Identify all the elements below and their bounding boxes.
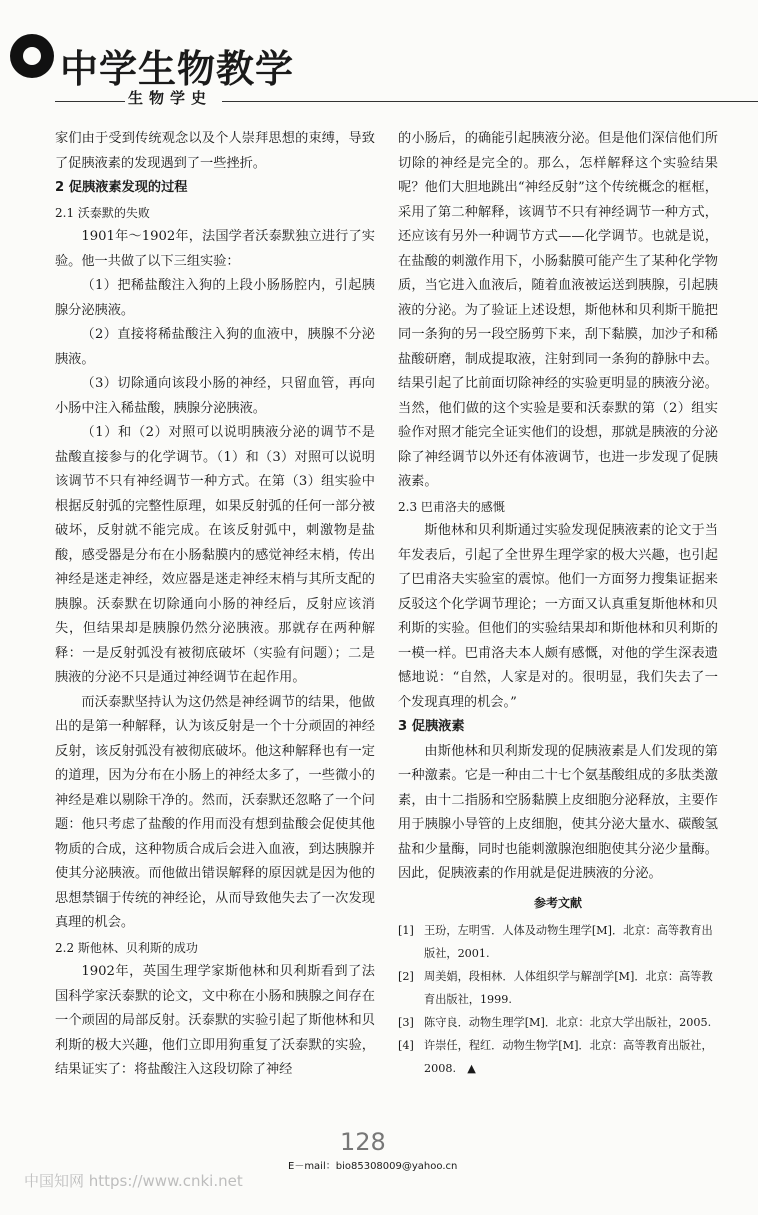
paragraph: 1902年，英国生理学家斯他林和贝利斯看到了法国科学家沃泰默的论文，文中称在小肠和胰腺之间存在一个顽固的局部反射。沃泰默的实验引起了斯他林和贝利斯的极大兴趣，他们立即用狗重复了沃泰默的实验，结果证实了：将盐酸注入这段切除了神经: [55, 964, 375, 1077]
section-heading: 2.2 斯他林、贝利斯的成功: [55, 940, 198, 955]
left-column: [55, 127, 375, 1083]
journal-title: 中学生物教学: [60, 47, 295, 91]
paragraph: 斯他林和贝利斯通过实验发现促胰液素的论文于当年发表后，引起了全世界生理学家的极大兴趣，也引起了巴甫洛夫实验室的震惊。他们一方面努力搜集证据来反驳这个化学调节理论；一方面又认真重复斯他林和贝利斯的实验。但他们的实验结果却和斯他林和贝利斯的一模一样。巴甫洛夫本人颇有感慨，对他的学生深表遗憾地说：“自然，人家是对的。很明显，我们失去了一个发现真理的机会。”: [398, 523, 718, 710]
paragraph: 家们由于受到传统观念以及个人崇拜思想的束缚，导致了促胰液素的发现遇到了一些挫折。: [55, 131, 375, 171]
paragraph: 而沃泰默坚持认为这仍然是神经调节的结果，他做出的是第一种解释，认为该反射是一个十分顽固的神经反射，该反射弧没有被彻底破坏。他这种解释也有一定的道理，因为分布在小肠上的神经太多了，一些微小的神经是难以剔除干净的。然而，沃泰默还忽略了一个问题：他只考虑了盐酸的作用而没有想到盐酸会促使其他物质的合成，这种物质合成后会进入血液，到达胰腺并使其分泌胰液。而他做出错误解释的原因就是因为他的思想禁锢于传统的神经论，从而导致他失去了一次发现真理的机会。: [55, 694, 375, 930]
reference-item: [398, 1011, 718, 1034]
paragraph: （1）和（2）对照可以说明胰液分泌的调节不是盐酸直接参与的化学调节。（1）和（3）对照可以说明该调节不只有神经调节一种方式。在第（3）组实验中根据反射弧的完整性原理，如果反射弧的任何一部分被破坏，反射就不能完成。在该反射弧中，刺激物是盐酸，感受器是分布在小肠黏膜内的感觉神经末梢，传出神经是迷走神经，效应器是迷走神经末梢与其所支配的胰腺。沃泰默在切除通向小肠的神经后，反射应该消失，但结果却是胰腺仍然分泌胰液。那就存在两种解释：一是反射弧没有被彻底破坏（实验有问题）；二是胰液的分泌不只是通过神经调节在起作用。: [55, 425, 375, 685]
reference-item: [398, 965, 718, 1011]
section-heading: 2.3 巴甫洛夫的感慨: [398, 499, 505, 514]
reference-item: [398, 919, 718, 965]
paragraph: （2）直接将稀盐酸注入狗的血液中，胰腺不分泌胰液。: [55, 327, 375, 367]
right-column-body: [398, 127, 718, 887]
reference-text: 王玢，左明雪．人体及动物生理学[M]．北京：高等教育出版社，2001.: [424, 924, 713, 960]
references-list: [398, 919, 718, 1080]
paragraph: 1901年～1902年，法国学者沃泰默独立进行了实验。他一共做了以下三组实验：: [55, 229, 375, 269]
paragraph: （3）切除通向该段小肠的神经，只留血管，再向小肠中注入稀盐酸，胰腺分泌胰液。: [55, 376, 375, 416]
section-heading: 2 促胰液素发现的过程: [55, 180, 188, 195]
paragraph: （1）把稀盐酸注入狗的上段小肠肠腔内，引起胰腺分泌胰液。: [55, 278, 375, 318]
cnki-watermark: 中国知网 https://www.cnki.net: [24, 1172, 243, 1190]
paragraph: 由斯他林和贝利斯发现的促胰液素是人们发现的第一种激素。它是一种由二十七个氨基酸组成的多肽类激素，由十二指肠和空肠黏膜上皮细胞分泌释放，主要作用于胰腺小导管的上皮细胞，使其分泌大量水、碳酸氢盐和少量酶，同时也能刺激腺泡细胞使其分泌少量酶。因此，促胰液素的作用就是促进胰液的分泌。: [398, 743, 718, 881]
reference-number: [2]: [398, 970, 414, 983]
section-heading: 3 促胰液素: [398, 719, 465, 734]
reference-text: 陈守良．动物生理学[M]．北京：北京大学出版社，2005.: [424, 1016, 712, 1029]
footer-email: E－mail：bio85308009@yahoo.cn: [288, 1161, 458, 1172]
reference-text: 许崇任，程红．动物生物学[M]．北京：高等教育出版社，2008. ▲: [424, 1039, 713, 1075]
journal-logo: [10, 34, 54, 78]
right-column: [398, 127, 718, 1080]
section-heading: 2.1 沃泰默的失败: [55, 205, 150, 220]
paragraph: 的小肠后，的确能引起胰液分泌。但是他们深信他们所切除的神经是完全的。那么，怎样解释这个实验结果呢？他们大胆地跳出“神经反射”这个传统概念的框框，采用了第二种解释，该调节不只有神经调节一种方式，还应该有另外一种调节方式——化学调节。也就是说，在盐酸的刺激作用下，小肠黏膜可能产生了某种化学物质，当它进入血液后，随着血液被运送到胰腺，引起胰液的分泌。为了验证上述设想，斯他林和贝利斯干脆把同一条狗的另一段空肠剪下来，刮下黏膜，加沙子和稀盐酸研磨，制成提取液，注射到同一条狗的静脉中去。结果引起了比前面切除神经的实验更明显的胰液分泌。当然，他们做的这个实验是要和沃泰默的第（2）组实验作对照才能完全证实他们的设想，那就是胰液的分泌除了神经调节以外还有体液调节，也进一步发现了促胰液素。: [398, 131, 718, 489]
reference-item: [398, 1034, 718, 1080]
header-rule-left: [55, 101, 125, 102]
section-name: 生物学史: [128, 89, 213, 107]
reference-number: [1]: [398, 924, 414, 937]
reference-number: [4]: [398, 1039, 414, 1052]
reference-number: [3]: [398, 1016, 414, 1029]
header-rule: [222, 101, 758, 102]
reference-text: 周美娟，段相林．人体组织学与解剖学[M]．北京：高等教育出版社，1999.: [424, 970, 713, 1006]
page-number: 128: [340, 1128, 386, 1156]
references-title: 参考文献: [533, 895, 582, 910]
